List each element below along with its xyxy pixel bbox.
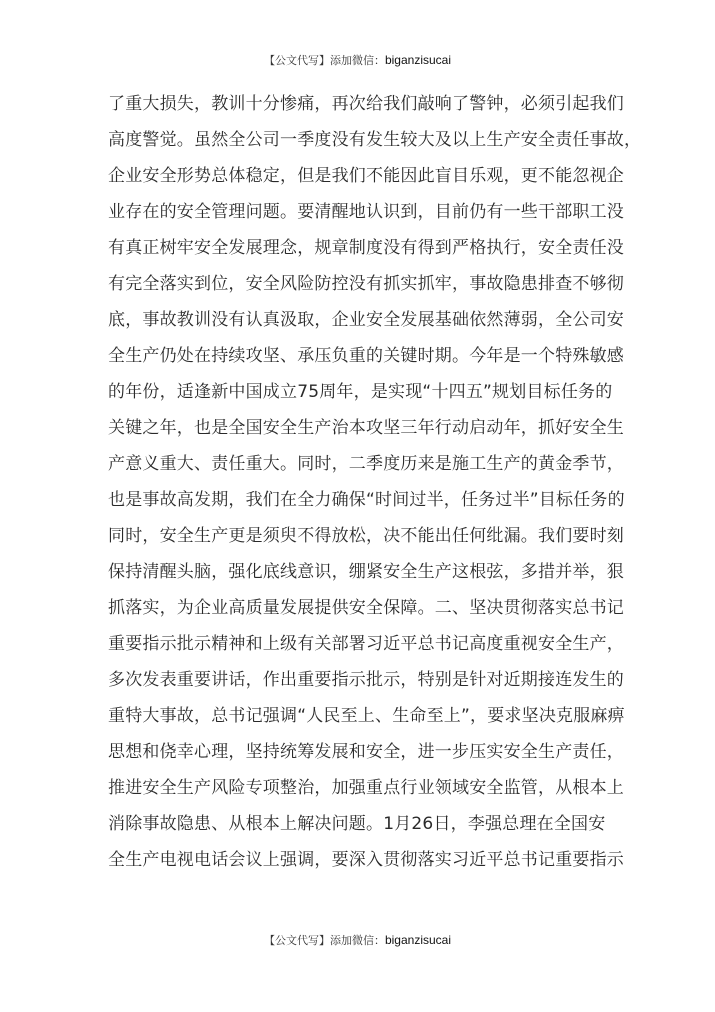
footer-label: 【公文代写】添加微信： — [263, 934, 385, 947]
body-line: 高度警觉。虽然全公司一季度没有发生较大及以上生产安全责任事故， — [108, 130, 642, 150]
document-body — [108, 86, 642, 878]
body-line: 同时，安全生产更是须臾不得放松，决不能出任何纰漏。我们要时刻 — [108, 526, 624, 546]
body-line: 的年份，适逢新中国成立75周年，是实现“十四五”规划目标任务的 — [108, 382, 613, 402]
body-line: 思想和侥幸心理，坚持统筹发展和安全，进一步压实安全生产责任， — [108, 742, 624, 762]
body-line: 保持清醒头脑，强化底线意识，绷紧安全生产这根弦，多措并举，狠 — [108, 562, 624, 582]
page-header — [0, 52, 715, 68]
body-line: 多次发表重要讲话，作出重要指示批示，特别是针对近期接连发生的 — [108, 670, 624, 690]
body-line: 有完全落实到位，安全风险防控没有抓实抓牢，事故隐患排查不够彻 — [108, 274, 624, 294]
body-line: 企业安全形势总体稳定，但是我们不能因此盲目乐观，更不能忽视企 — [108, 166, 624, 186]
header-wechat-id: biganzisucai — [384, 53, 452, 67]
body-line: 业存在的安全管理问题。要清醒地认识到，目前仍有一些干部职工没 — [108, 202, 624, 222]
body-line: 也是事故高发期，我们在全力确保“时间过半，任务过半”目标任务的 — [108, 490, 625, 510]
body-line: 重特大事故，总书记强调“人民至上、生命至上”，要求坚决克服麻痹 — [108, 706, 625, 726]
body-line: 消除事故隐患、从根本上解决问题。1月26日，李强总理在全国安 — [108, 814, 606, 834]
footer-wechat-id: biganzisucai — [384, 933, 452, 947]
body-line: 了重大损失，教训十分惨痛，再次给我们敲响了警钟，必须引起我们 — [108, 94, 624, 114]
body-line: 抓落实，为企业高质量发展提供安全保障。二、坚决贯彻落实总书记 — [108, 598, 624, 618]
body-line: 关键之年，也是全国安全生产治本攻坚三年行动启动年，抓好安全生 — [108, 418, 624, 438]
page-footer — [0, 932, 715, 948]
body-line: 推进安全生产风险专项整治，加强重点行业领域安全监管，从根本上 — [108, 778, 624, 798]
body-line: 底，事故教训没有认真汲取，企业安全发展基础依然薄弱，全公司安 — [108, 310, 624, 330]
body-line: 全生产仍处在持续攻坚、承压负重的关键时期。今年是一个特殊敏感 — [108, 346, 624, 366]
body-line: 重要指示批示精神和上级有关部署习近平总书记高度重视安全生产， — [108, 634, 624, 654]
header-label: 【公文代写】添加微信： — [263, 54, 385, 67]
body-line: 产意义重大、责任重大。同时，二季度历来是施工生产的黄金季节， — [108, 454, 624, 474]
body-line: 全生产电视电话会议上强调，要深入贯彻落实习近平总书记重要指示 — [108, 850, 624, 870]
body-line: 有真正树牢安全发展理念，规章制度没有得到严格执行，安全责任没 — [108, 238, 624, 258]
